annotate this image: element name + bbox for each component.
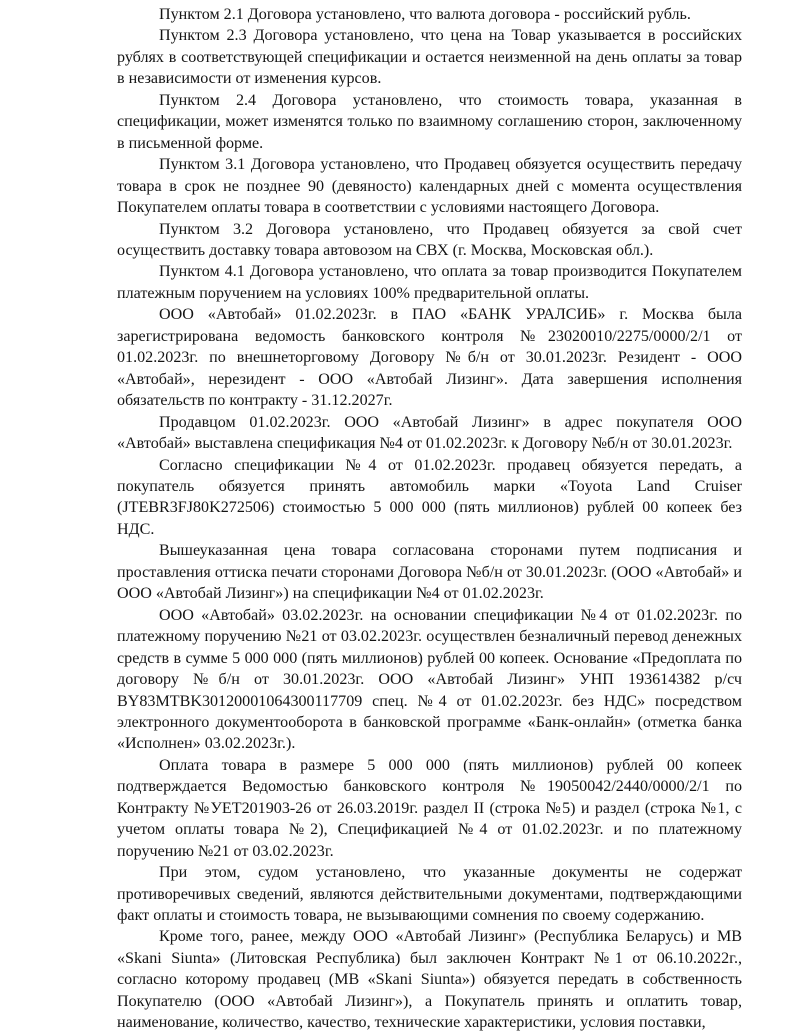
document-text-body bbox=[117, 4, 742, 1034]
paragraph-clause-3-2: Пунктом 3.2 Договора установлено, что Продавец обязуется за свой счет осуществить доставку товара автовозом на СВХ (г. Москва, Московская обл.). bbox=[117, 220, 742, 259]
paragraph-court-finding: При этом, судом установлено, что указанные документы не содержат противоречивых сведений, являются действительными документами, подтверждающими факт оплаты и стоимость товара, не вызывающими сомнения по своему содержанию. bbox=[117, 864, 742, 925]
paragraph-specification-issued: Продавцом 01.02.2023г. ООО «Автобай Лизинг» в адрес покупателя ООО «Автобай» выставлена спецификация №4 от 01.02.2023г. к Договору №б/н от 30.01.2023г. bbox=[117, 413, 742, 453]
paragraph-payment-confirmation: Оплата товара в размере 5 000 000 (пять миллионов) рублей 00 копеек подтверждается Ведомостью банковского контроля №19050042/2440/0000/2/1 по Контракту №УЕТ201903-26 от 26.03.2019г. раздел II (строка №5) и раздел (строка №1, с учетом оплаты товара №2), Спецификацией №4 от 01.02.2023г. и по платежному поручению №21 от 03.02.2023г. bbox=[117, 756, 742, 860]
paragraph-clause-2-3: Пунктом 2.3 Договора установлено, что цена на Товар указывается в российских рублях в соответствующей спецификации и остается неизменной на день оплаты за товар в независимости от изменения курсов. bbox=[117, 27, 742, 88]
paragraph-price-agreed: Вышеуказанная цена товара согласована сторонами путем подписания и проставления оттиска печати сторонами Договора №б/н от 30.01.2023г. (ООО «Автобай» и ООО «Автобай Лизинг») на спецификации №4 от 01.02.2023г. bbox=[117, 542, 742, 603]
paragraph-skani-siunta-contract: Кроме того, ранее, между ООО «Автобай Лизинг» (Республика Беларусь) и МВ «Skani Siunta» (Литовская Республика) был заключен Контракт №1 от 06.10.2022г., согласно которому продавец (МВ «Skani Siunta») обязуется передать в собственность Покупателю (ООО «Автобай Лизинг»), а Покупатель принять и оплатить товар, наименование, количество, качество, технические характеристики, условия поставки, bbox=[117, 928, 742, 1032]
paragraph-clause-2-4: Пунктом 2.4 Договора установлено, что стоимость товара, указанная в спецификации, может изменятся только по взаимному соглашению сторон, заключенному в письменной форме. bbox=[117, 91, 742, 152]
paragraph-vehicle-specification: Согласно спецификации №4 от 01.02.2023г. продавец обязуется передать, а покупатель обязуется принять автомобиль марки «Toyota Land Cruiser (JTEBR3FJ80K272506) стоимостью 5 000 000 (пять миллионов) рублей 00 копеек без НДС. bbox=[117, 456, 742, 538]
paragraph-clause-3-1: Пунктом 3.1 Договора установлено, что Продавец обязуется осуществить передачу товара в срок не позднее 90 (девяносто) календарных дней с момента осуществления Покупателем оплаты товара в соответствии с условиями настоящего Договора. bbox=[117, 156, 742, 217]
paragraph-payment-order: ООО «Автобай» 03.02.2023г. на основании спецификации №4 от 01.02.2023г. по платежному поручению №21 от 03.02.2023г. осуществлен безналичный перевод денежных средств в сумме 5 000 000 (пять миллионов) рублей 00 копеек. Основание «Предоплата по договору №б/н от 30.01.2023г. ООО «Автобай Лизинг» УНП 193614382 р/сч BY83MTBK30120001064300117709 спец. №4 от 01.02.2023г. без НДС» посредством электронного документооборота в банковской программе «Банк-онлайн» (отметка банка «Исполнен» 03.02.2023г.). bbox=[117, 606, 742, 753]
paragraph-clause-4-1: Пунктом 4.1 Договора установлено, что оплата за товар производится Покупателем платежным поручением на условиях 100% предварительной оплаты. bbox=[117, 263, 742, 302]
paragraph-bank-control-registration: ООО «Автобай» 01.02.2023г. в ПАО «БАНК УРАЛСИБ» г. Москва была зарегистрирована ведомость банковского контроля №23020010/2275/0000/2/1 от 01.02.2023г. по внешнеторговому Договору №б/н от 30.01.2023г. Резидент - ООО «Автобай», нерезидент - ООО «Автобай Лизинг». Дата завершения исполнения обязательств по контракту - 31.12.2027г. bbox=[117, 306, 742, 410]
paragraph-clause-2-1: Пунктом 2.1 Договора установлено, что валюта договора - российский рубль. bbox=[159, 6, 691, 23]
